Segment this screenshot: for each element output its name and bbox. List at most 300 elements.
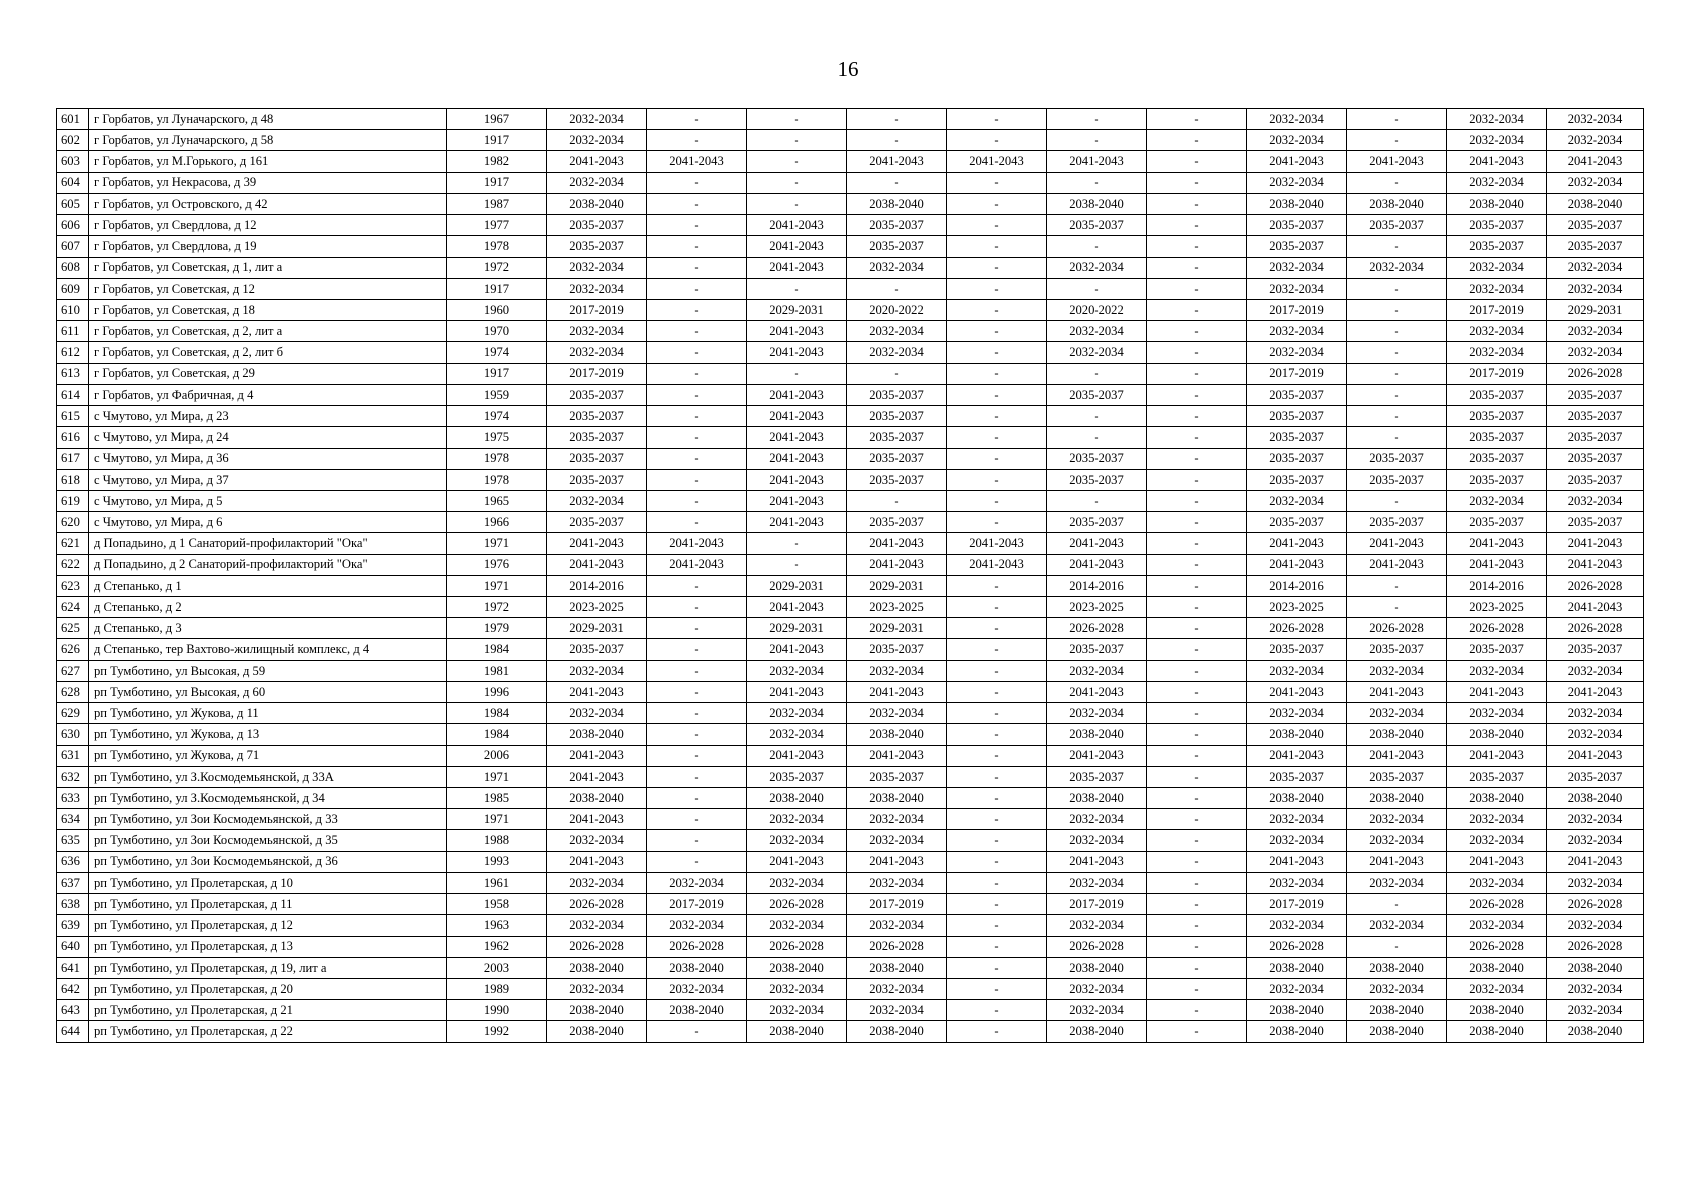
table-row	[57, 724, 1644, 745]
cell-col-14: 2038-2040	[1547, 957, 1644, 978]
cell-col-9: 2041-2043	[1047, 851, 1147, 872]
cell-address: г Горбатов, ул Фабричная, д 4	[89, 384, 447, 405]
cell-build-year: 1974	[447, 406, 547, 427]
cell-col-10: -	[1147, 109, 1247, 130]
cell-col-10: -	[1147, 703, 1247, 724]
cell-col-6: -	[747, 533, 847, 554]
cell-col-4: 2035-2037	[547, 639, 647, 660]
cell-col-8: -	[947, 978, 1047, 999]
cell-col-7: -	[847, 278, 947, 299]
cell-col-5: 2032-2034	[647, 978, 747, 999]
cell-col-4: 2032-2034	[547, 109, 647, 130]
cell-col-13: 2035-2037	[1447, 448, 1547, 469]
cell-col-9: 2038-2040	[1047, 788, 1147, 809]
cell-col-4: 2017-2019	[547, 363, 647, 384]
cell-col-14: 2035-2037	[1547, 215, 1644, 236]
cell-col-11: 2032-2034	[1247, 257, 1347, 278]
cell-build-year: 1963	[447, 915, 547, 936]
cell-col-6: 2041-2043	[747, 427, 847, 448]
cell-col-6: 2041-2043	[747, 681, 847, 702]
cell-col-6: 2029-2031	[747, 618, 847, 639]
cell-col-14: 2032-2034	[1547, 109, 1644, 130]
cell-col-8: -	[947, 130, 1047, 151]
cell-col-11: 2032-2034	[1247, 130, 1347, 151]
page-number: 16	[837, 57, 859, 81]
cell-address: рп Тумботино, ул Пролетарская, д 20	[89, 978, 447, 999]
cell-col-6: 2032-2034	[747, 809, 847, 830]
cell-col-13: 2032-2034	[1447, 109, 1547, 130]
cell-row-number: 607	[57, 236, 89, 257]
cell-col-7: 2035-2037	[847, 215, 947, 236]
cell-col-8: -	[947, 193, 1047, 214]
cell-col-12: 2032-2034	[1347, 872, 1447, 893]
table-row	[57, 342, 1644, 363]
cell-row-number: 636	[57, 851, 89, 872]
cell-build-year: 2006	[447, 745, 547, 766]
cell-col-14: 2032-2034	[1547, 724, 1644, 745]
cell-col-12: 2038-2040	[1347, 193, 1447, 214]
cell-col-11: 2032-2034	[1247, 830, 1347, 851]
cell-col-13: 2032-2034	[1447, 978, 1547, 999]
cell-col-8: -	[947, 512, 1047, 533]
cell-col-11: 2041-2043	[1247, 681, 1347, 702]
cell-col-5: 2041-2043	[647, 151, 747, 172]
table-row	[57, 257, 1644, 278]
table-row	[57, 915, 1644, 936]
cell-col-4: 2038-2040	[547, 1000, 647, 1021]
cell-col-8: -	[947, 490, 1047, 511]
cell-col-14: 2035-2037	[1547, 766, 1644, 787]
cell-row-number: 642	[57, 978, 89, 999]
cell-build-year: 1967	[447, 109, 547, 130]
cell-col-11: 2026-2028	[1247, 618, 1347, 639]
cell-address: рп Тумботино, ул Жукова, д 71	[89, 745, 447, 766]
cell-col-7: 2032-2034	[847, 809, 947, 830]
cell-col-6: 2041-2043	[747, 236, 847, 257]
cell-col-4: 2026-2028	[547, 894, 647, 915]
table-row	[57, 978, 1644, 999]
cell-build-year: 1971	[447, 533, 547, 554]
cell-build-year: 1984	[447, 724, 547, 745]
cell-address: рп Тумботино, ул Жукова, д 11	[89, 703, 447, 724]
cell-col-14: 2032-2034	[1547, 130, 1644, 151]
cell-col-8: -	[947, 1021, 1047, 1042]
cell-build-year: 1917	[447, 172, 547, 193]
cell-address: д Степанько, д 3	[89, 618, 447, 639]
cell-col-12: 2026-2028	[1347, 618, 1447, 639]
cell-col-12: 2038-2040	[1347, 957, 1447, 978]
cell-col-11: 2035-2037	[1247, 766, 1347, 787]
cell-address: г Горбатов, ул Советская, д 1, лит а	[89, 257, 447, 278]
cell-col-10: -	[1147, 830, 1247, 851]
cell-col-6: 2041-2043	[747, 597, 847, 618]
cell-row-number: 616	[57, 427, 89, 448]
cell-col-7: 2041-2043	[847, 151, 947, 172]
cell-col-14: 2026-2028	[1547, 575, 1644, 596]
cell-col-10: -	[1147, 469, 1247, 490]
cell-col-14: 2038-2040	[1547, 193, 1644, 214]
cell-col-5: -	[647, 512, 747, 533]
cell-col-14: 2032-2034	[1547, 321, 1644, 342]
cell-col-11: 2041-2043	[1247, 745, 1347, 766]
table-row	[57, 639, 1644, 660]
cell-col-4: 2032-2034	[547, 660, 647, 681]
cell-row-number: 617	[57, 448, 89, 469]
cell-col-4: 2026-2028	[547, 936, 647, 957]
cell-col-14: 2032-2034	[1547, 490, 1644, 511]
cell-col-11: 2038-2040	[1247, 724, 1347, 745]
cell-col-4: 2035-2037	[547, 215, 647, 236]
cell-col-14: 2032-2034	[1547, 915, 1644, 936]
cell-col-6: 2041-2043	[747, 384, 847, 405]
cell-build-year: 1992	[447, 1021, 547, 1042]
cell-col-12: 2041-2043	[1347, 745, 1447, 766]
cell-col-11: 2038-2040	[1247, 957, 1347, 978]
cell-col-6: 2041-2043	[747, 512, 847, 533]
cell-col-11: 2026-2028	[1247, 936, 1347, 957]
cell-col-11: 2035-2037	[1247, 215, 1347, 236]
cell-col-4: 2032-2034	[547, 342, 647, 363]
cell-col-12: 2041-2043	[1347, 554, 1447, 575]
cell-col-4: 2035-2037	[547, 236, 647, 257]
cell-col-11: 2035-2037	[1247, 512, 1347, 533]
cell-col-8: -	[947, 406, 1047, 427]
cell-col-7: 2035-2037	[847, 406, 947, 427]
table-row	[57, 936, 1644, 957]
cell-col-5: -	[647, 575, 747, 596]
cell-row-number: 606	[57, 215, 89, 236]
table-row	[57, 448, 1644, 469]
cell-col-7: 2032-2034	[847, 660, 947, 681]
cell-col-7: -	[847, 172, 947, 193]
cell-address: г Горбатов, ул Советская, д 12	[89, 278, 447, 299]
cell-col-11: 2041-2043	[1247, 851, 1347, 872]
cell-col-11: 2032-2034	[1247, 321, 1347, 342]
cell-col-10: -	[1147, 915, 1247, 936]
cell-col-9: 2035-2037	[1047, 766, 1147, 787]
cell-col-12: 2032-2034	[1347, 809, 1447, 830]
cell-col-12: -	[1347, 936, 1447, 957]
cell-col-13: 2032-2034	[1447, 660, 1547, 681]
cell-col-6: 2029-2031	[747, 299, 847, 320]
cell-build-year: 1978	[447, 448, 547, 469]
cell-col-12: 2032-2034	[1347, 703, 1447, 724]
cell-col-9: 2035-2037	[1047, 512, 1147, 533]
cell-col-12: -	[1347, 894, 1447, 915]
cell-col-11: 2032-2034	[1247, 660, 1347, 681]
cell-col-8: -	[947, 363, 1047, 384]
cell-col-7: 2026-2028	[847, 936, 947, 957]
cell-address: г Горбатов, ул Советская, д 29	[89, 363, 447, 384]
cell-col-12: 2041-2043	[1347, 681, 1447, 702]
table-row	[57, 384, 1644, 405]
cell-col-8: -	[947, 957, 1047, 978]
cell-col-12: 2032-2034	[1347, 257, 1447, 278]
cell-col-4: 2023-2025	[547, 597, 647, 618]
cell-col-8: -	[947, 936, 1047, 957]
cell-col-6: 2041-2043	[747, 490, 847, 511]
cell-col-6: 2032-2034	[747, 978, 847, 999]
cell-col-12: 2032-2034	[1347, 978, 1447, 999]
cell-col-11: 2035-2037	[1247, 448, 1347, 469]
cell-col-13: 2041-2043	[1447, 554, 1547, 575]
cell-address: с Чмутово, ул Мира, д 24	[89, 427, 447, 448]
cell-address: д Степанько, д 1	[89, 575, 447, 596]
cell-row-number: 605	[57, 193, 89, 214]
cell-col-8: -	[947, 872, 1047, 893]
cell-col-4: 2038-2040	[547, 788, 647, 809]
cell-col-11: 2017-2019	[1247, 299, 1347, 320]
cell-col-12: -	[1347, 109, 1447, 130]
cell-col-14: 2041-2043	[1547, 851, 1644, 872]
cell-col-5: -	[647, 278, 747, 299]
cell-col-12: -	[1347, 321, 1447, 342]
table-row	[57, 618, 1644, 639]
cell-col-7: -	[847, 490, 947, 511]
cell-col-13: 2017-2019	[1447, 363, 1547, 384]
table-row	[57, 299, 1644, 320]
cell-col-4: 2032-2034	[547, 872, 647, 893]
cell-col-4: 2038-2040	[547, 193, 647, 214]
cell-col-11: 2041-2043	[1247, 554, 1347, 575]
cell-col-13: 2035-2037	[1447, 766, 1547, 787]
cell-col-9: 2032-2034	[1047, 830, 1147, 851]
cell-address: г Горбатов, ул Луначарского, д 58	[89, 130, 447, 151]
cell-build-year: 1993	[447, 851, 547, 872]
cell-col-4: 2041-2043	[547, 745, 647, 766]
cell-col-4: 2041-2043	[547, 554, 647, 575]
cell-row-number: 620	[57, 512, 89, 533]
cell-col-11: 2032-2034	[1247, 172, 1347, 193]
cell-row-number: 639	[57, 915, 89, 936]
cell-col-9: -	[1047, 172, 1147, 193]
cell-col-9: 2032-2034	[1047, 1000, 1147, 1021]
table-row	[57, 151, 1644, 172]
cell-col-6: 2032-2034	[747, 1000, 847, 1021]
cell-col-12: -	[1347, 490, 1447, 511]
cell-col-13: 2032-2034	[1447, 172, 1547, 193]
cell-row-number: 615	[57, 406, 89, 427]
cell-col-11: 2041-2043	[1247, 151, 1347, 172]
cell-address: г Горбатов, ул Советская, д 2, лит б	[89, 342, 447, 363]
cell-col-14: 2041-2043	[1547, 597, 1644, 618]
cell-col-11: 2023-2025	[1247, 597, 1347, 618]
cell-col-5: -	[647, 342, 747, 363]
cell-build-year: 1978	[447, 469, 547, 490]
cell-col-9: 2032-2034	[1047, 809, 1147, 830]
cell-col-7: 2032-2034	[847, 703, 947, 724]
cell-col-11: 2017-2019	[1247, 894, 1347, 915]
cell-col-11: 2032-2034	[1247, 278, 1347, 299]
cell-col-11: 2035-2037	[1247, 406, 1347, 427]
cell-col-8: -	[947, 766, 1047, 787]
cell-col-10: -	[1147, 872, 1247, 893]
cell-col-9: 2035-2037	[1047, 469, 1147, 490]
cell-col-5: -	[647, 490, 747, 511]
cell-col-14: 2032-2034	[1547, 342, 1644, 363]
cell-col-13: 2023-2025	[1447, 597, 1547, 618]
cell-col-14: 2032-2034	[1547, 172, 1644, 193]
cell-col-9: 2041-2043	[1047, 745, 1147, 766]
cell-col-12: -	[1347, 363, 1447, 384]
cell-col-14: 2026-2028	[1547, 894, 1644, 915]
table-row	[57, 872, 1644, 893]
cell-col-9: 2017-2019	[1047, 894, 1147, 915]
cell-row-number: 626	[57, 639, 89, 660]
cell-col-4: 2038-2040	[547, 957, 647, 978]
cell-col-7: 2041-2043	[847, 554, 947, 575]
cell-col-13: 2035-2037	[1447, 406, 1547, 427]
cell-col-4: 2017-2019	[547, 299, 647, 320]
cell-col-7: 2035-2037	[847, 766, 947, 787]
cell-col-5: -	[647, 597, 747, 618]
cell-col-7: 2035-2037	[847, 448, 947, 469]
cell-col-4: 2032-2034	[547, 278, 647, 299]
cell-address: рп Тумботино, ул Пролетарская, д 19, лит а	[89, 957, 447, 978]
cell-address: г Горбатов, ул Советская, д 18	[89, 299, 447, 320]
cell-col-7: 2041-2043	[847, 851, 947, 872]
cell-col-6: 2035-2037	[747, 766, 847, 787]
table-row	[57, 766, 1644, 787]
cell-col-6: -	[747, 130, 847, 151]
table-row	[57, 406, 1644, 427]
cell-col-5: -	[647, 172, 747, 193]
cell-col-4: 2032-2034	[547, 490, 647, 511]
cell-col-14: 2035-2037	[1547, 469, 1644, 490]
cell-col-8: -	[947, 469, 1047, 490]
cell-col-6: 2041-2043	[747, 342, 847, 363]
cell-col-12: -	[1347, 299, 1447, 320]
cell-row-number: 629	[57, 703, 89, 724]
cell-row-number: 613	[57, 363, 89, 384]
cell-build-year: 1917	[447, 363, 547, 384]
cell-col-10: -	[1147, 130, 1247, 151]
cell-col-13: 2032-2034	[1447, 342, 1547, 363]
cell-address: г Горбатов, ул Свердлова, д 19	[89, 236, 447, 257]
cell-col-12: 2038-2040	[1347, 1000, 1447, 1021]
cell-col-9: 2035-2037	[1047, 639, 1147, 660]
cell-col-14: 2035-2037	[1547, 639, 1644, 660]
cell-col-8: -	[947, 427, 1047, 448]
cell-col-5: -	[647, 639, 747, 660]
cell-col-4: 2041-2043	[547, 151, 647, 172]
cell-col-8: -	[947, 660, 1047, 681]
cell-col-11: 2035-2037	[1247, 639, 1347, 660]
cell-build-year: 1996	[447, 681, 547, 702]
cell-col-9: 2038-2040	[1047, 193, 1147, 214]
cell-col-14: 2035-2037	[1547, 512, 1644, 533]
cell-col-14: 2041-2043	[1547, 151, 1644, 172]
cell-col-14: 2032-2034	[1547, 278, 1644, 299]
cell-row-number: 619	[57, 490, 89, 511]
cell-address: рп Тумботино, ул Пролетарская, д 22	[89, 1021, 447, 1042]
cell-col-13: 2035-2037	[1447, 469, 1547, 490]
table-row	[57, 109, 1644, 130]
cell-col-6: 2041-2043	[747, 257, 847, 278]
cell-address: с Чмутово, ул Мира, д 6	[89, 512, 447, 533]
cell-row-number: 603	[57, 151, 89, 172]
cell-col-5: -	[647, 363, 747, 384]
cell-col-11: 2035-2037	[1247, 469, 1347, 490]
cell-col-10: -	[1147, 745, 1247, 766]
cell-col-12: 2038-2040	[1347, 1021, 1447, 1042]
cell-build-year: 1984	[447, 703, 547, 724]
cell-address: рп Тумботино, ул Зои Космодемьянской, д 36	[89, 851, 447, 872]
cell-col-11: 2038-2040	[1247, 1000, 1347, 1021]
cell-address: рп Тумботино, ул Зои Космодемьянской, д 33	[89, 809, 447, 830]
cell-col-11: 2032-2034	[1247, 490, 1347, 511]
cell-col-14: 2032-2034	[1547, 703, 1644, 724]
cell-col-9: 2041-2043	[1047, 533, 1147, 554]
cell-col-7: 2035-2037	[847, 469, 947, 490]
cell-row-number: 644	[57, 1021, 89, 1042]
cell-col-6: 2041-2043	[747, 851, 847, 872]
cell-col-12: 2041-2043	[1347, 151, 1447, 172]
cell-row-number: 604	[57, 172, 89, 193]
cell-col-5: -	[647, 469, 747, 490]
cell-col-14: 2026-2028	[1547, 618, 1644, 639]
cell-col-5: -	[647, 724, 747, 745]
cell-col-6: -	[747, 554, 847, 575]
cell-col-12: -	[1347, 342, 1447, 363]
cell-build-year: 2003	[447, 957, 547, 978]
cell-row-number: 632	[57, 766, 89, 787]
cell-col-6: 2032-2034	[747, 915, 847, 936]
cell-address: д Степанько, тер Вахтово-жилищный комплекс, д 4	[89, 639, 447, 660]
cell-col-13: 2032-2034	[1447, 809, 1547, 830]
cell-address: г Горбатов, ул Островского, д 42	[89, 193, 447, 214]
cell-row-number: 608	[57, 257, 89, 278]
cell-build-year: 1971	[447, 809, 547, 830]
cell-col-4: 2035-2037	[547, 448, 647, 469]
cell-build-year: 1972	[447, 257, 547, 278]
cell-col-10: -	[1147, 766, 1247, 787]
cell-col-9: -	[1047, 363, 1147, 384]
table-row	[57, 1000, 1644, 1021]
cell-col-9: 2032-2034	[1047, 915, 1147, 936]
cell-col-11: 2038-2040	[1247, 1021, 1347, 1042]
cell-col-8: -	[947, 745, 1047, 766]
cell-col-12: 2035-2037	[1347, 469, 1447, 490]
cell-col-5: -	[647, 427, 747, 448]
cell-col-10: -	[1147, 151, 1247, 172]
cell-col-11: 2032-2034	[1247, 809, 1347, 830]
cell-col-11: 2032-2034	[1247, 342, 1347, 363]
cell-col-14: 2032-2034	[1547, 872, 1644, 893]
cell-col-9: 2038-2040	[1047, 1021, 1147, 1042]
cell-row-number: 621	[57, 533, 89, 554]
cell-col-6: 2038-2040	[747, 957, 847, 978]
cell-col-7: 2041-2043	[847, 681, 947, 702]
cell-col-10: -	[1147, 448, 1247, 469]
cell-col-8: 2041-2043	[947, 554, 1047, 575]
cell-col-5: -	[647, 236, 747, 257]
cell-col-13: 2032-2034	[1447, 703, 1547, 724]
cell-col-10: -	[1147, 533, 1247, 554]
cell-col-4: 2032-2034	[547, 830, 647, 851]
cell-col-10: -	[1147, 299, 1247, 320]
cell-col-4: 2032-2034	[547, 172, 647, 193]
cell-build-year: 1917	[447, 278, 547, 299]
cell-col-12: 2035-2037	[1347, 512, 1447, 533]
cell-col-10: -	[1147, 639, 1247, 660]
cell-col-10: -	[1147, 321, 1247, 342]
cell-row-number: 618	[57, 469, 89, 490]
cell-col-8: -	[947, 215, 1047, 236]
cell-build-year: 1960	[447, 299, 547, 320]
cell-col-10: -	[1147, 957, 1247, 978]
cell-col-12: -	[1347, 575, 1447, 596]
